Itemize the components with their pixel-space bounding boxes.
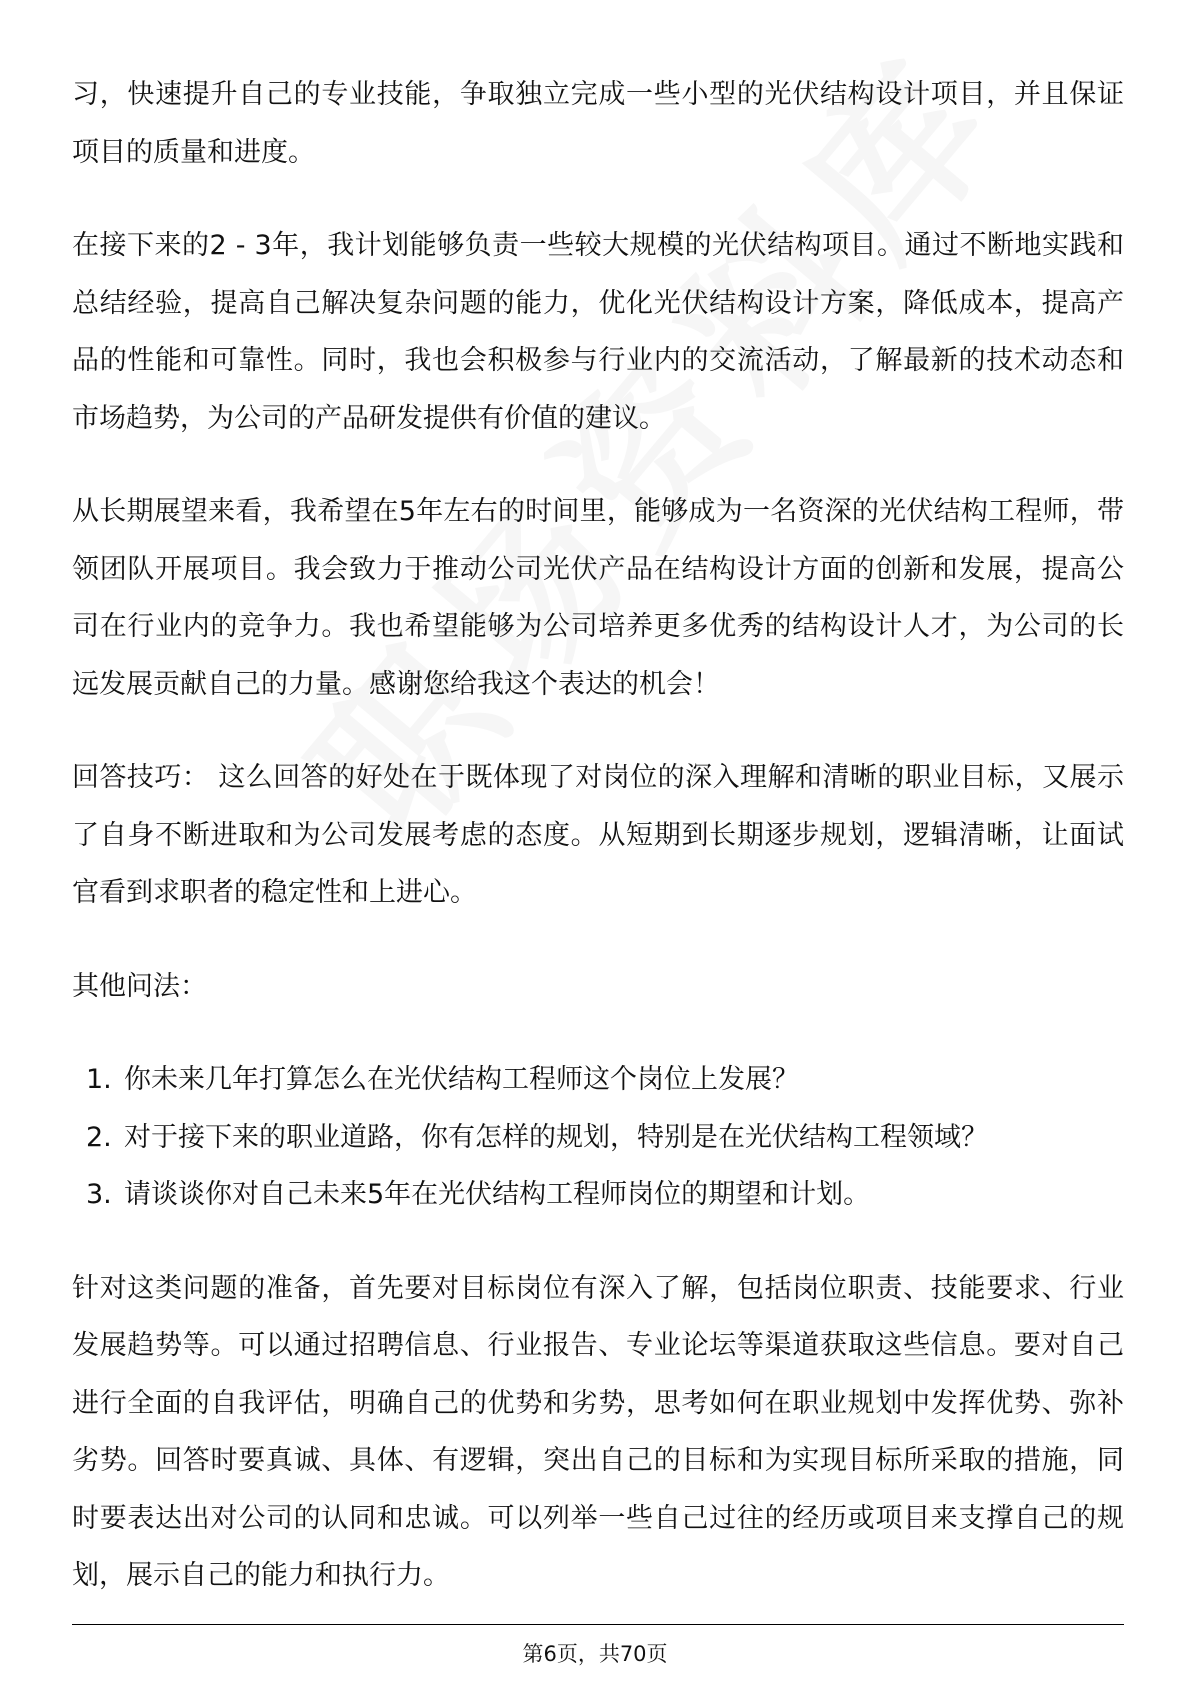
list-item-number: 3. — [86, 1179, 112, 1210]
paragraph-long-term-plan: 从长期展望来看，我希望在5年左右的时间里，能够成为一名资深的光伏结构工程师，带领团队开展项目。我会致力于推动公司光伏产品在结构设计方面的创新和发展，提高公司在行业内的竞争力。我也希望能够为公司培养更多优秀的结构设计人才，为公司的长远发展贡献自己的力量。感谢您给我这个表达的机会！ — [72, 496, 1124, 700]
list-item-text: 你未来几年打算怎么在光伏结构工程师这个岗位上发展？ — [124, 1064, 799, 1095]
paragraph-short-term-plan: 习，快速提升自己的专业技能，争取独立完成一些小型的光伏结构设计项目，并且保证项目的质量和进度。 — [72, 79, 1124, 168]
footer-divider — [72, 1624, 1124, 1625]
list-item-text: 对于接下来的职业道路，你有怎样的规划，特别是在光伏结构工程领域？ — [124, 1121, 988, 1153]
paragraph-mid-term-plan: 在接下来的2 - 3年，我计划能够负责一些较大规模的光伏结构项目。通过不断地实践和总结经验，提高自己解决复杂问题的能力，优化光伏结构设计方案，降低成本，提高产品的性能和可靠性。同时，我也会积极参与行业内的交流活动，了解最新的技术动态和市场趋势，为公司的产品研发提供有价值的建议。 — [72, 230, 1124, 434]
list-item — [72, 1109, 1124, 1167]
paragraph-other-questions-heading: 其他问法： — [72, 970, 207, 1002]
paragraph-answer-tips: 回答技巧： 这么回答的好处在于既体现了对岗位的深入理解和清晰的职业目标，又展示了自身不断进取和为公司发展考虑的态度。从短期到长期逐步规划，逻辑清晰，让面试官看到求职者的稳定性和上进心。 — [72, 762, 1124, 908]
document-body — [72, 66, 1124, 1641]
list-item-number: 1. — [86, 1064, 112, 1095]
paragraph-preparation-advice: 针对这类问题的准备，首先要对目标岗位有深入了解，包括岗位职责、技能要求、行业发展趋势等。可以通过招聘信息、行业报告、专业论坛等渠道获取这些信息。要对自己进行全面的自我评估，明确自己的优势和劣势，思考如何在职业规划中发挥优势、弥补劣势。回答时要真诚、具体、有逻辑，突出自己的目标和为实现目标所采取的措施，同时要表达出对公司的认同和忠诚。可以列举一些自己过往的经历或项目来支撑自己的规划，展示自己的能力和执行力。 — [72, 1272, 1124, 1591]
page-number: 第6页，共70页 — [522, 1642, 668, 1666]
other-questions-list — [72, 1051, 1124, 1224]
list-item-number: 2. — [86, 1121, 112, 1153]
list-item — [72, 1166, 1124, 1224]
list-item — [72, 1051, 1124, 1109]
list-item-text: 请谈谈你对自己未来5年在光伏结构工程师岗位的期望和计划。 — [124, 1179, 871, 1210]
